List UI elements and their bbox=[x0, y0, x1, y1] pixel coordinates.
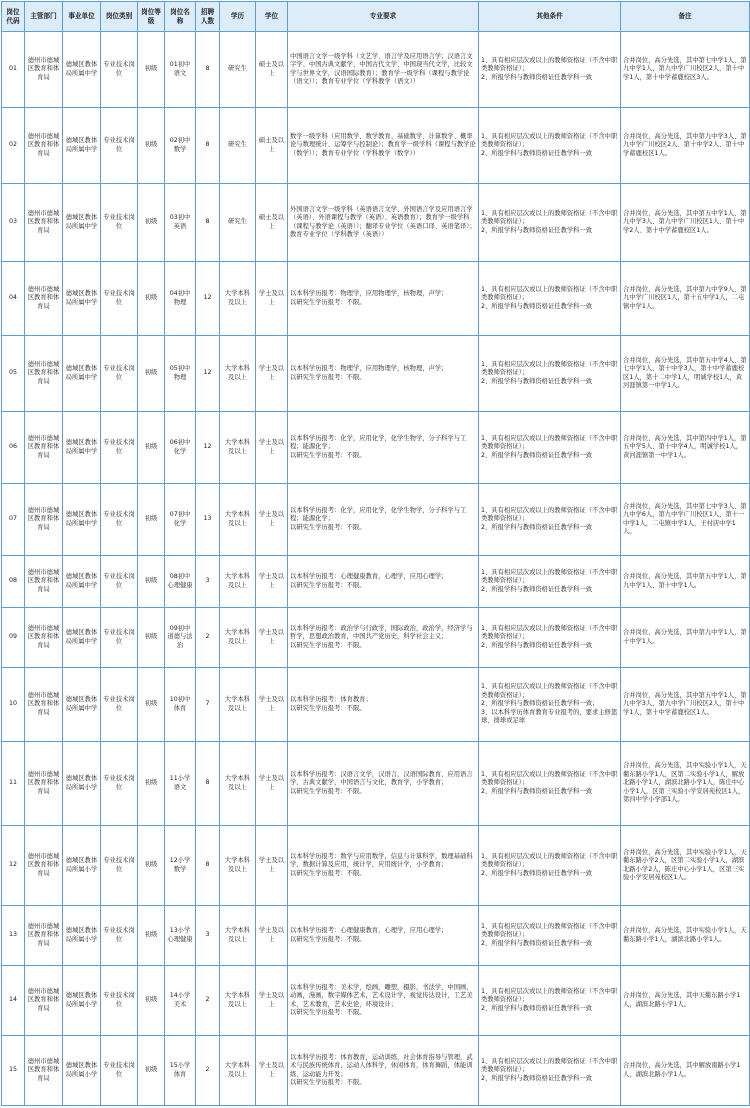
cell-post: 14小学美术 bbox=[165, 966, 196, 1036]
cell-edu: 大学本科及以上 bbox=[220, 336, 256, 412]
cell-code: 07 bbox=[2, 484, 25, 556]
cell-degree: 学士及以上 bbox=[256, 966, 288, 1036]
cell-level: 初级 bbox=[138, 906, 165, 966]
header-major: 专业要求 bbox=[288, 2, 479, 32]
table-row bbox=[2, 32, 750, 108]
cell-level: 初级 bbox=[138, 412, 165, 484]
cell-category: 专业技术岗位 bbox=[101, 336, 138, 412]
cell-other: 1、具有相应层次或以上的教师资格证（不含中职类教师资格证）； 2、所报学科与教师资格证任教学科一致 bbox=[479, 906, 621, 966]
recruitment-table bbox=[1, 1, 750, 1106]
cell-count: 2 bbox=[196, 1036, 220, 1106]
cell-note: 合并岗位，高分先选，其中第五中学1人、第九中学3人，第九中学广川校区2人，第十中学1人，第十中学蓄鹿校区1人。 bbox=[621, 668, 750, 742]
header-post: 岗位名称 bbox=[165, 2, 196, 32]
cell-category: 专业技术岗位 bbox=[101, 484, 138, 556]
cell-level: 初级 bbox=[138, 32, 165, 108]
cell-other: 1、具有相应层次或以上的教师资格证（不含中职类教师资格证）； 2、所报学科与教师资格证任教学科一致 bbox=[479, 608, 621, 668]
cell-unit: 德城区教体局所属小学 bbox=[63, 966, 101, 1036]
table-row bbox=[2, 826, 750, 906]
cell-dept: 德州市德城区教育和体育局 bbox=[25, 484, 63, 556]
cell-note: 合并岗位，高分先选，其中实验小学1人，天衢东路小学1人，湖滨北路小学1人。 bbox=[621, 906, 750, 966]
cell-degree: 硕士及以上 bbox=[256, 108, 288, 184]
cell-dept: 德州市德城区教育和体育局 bbox=[25, 262, 63, 336]
cell-count: 12 bbox=[196, 412, 220, 484]
cell-post: 15小学体育 bbox=[165, 1036, 196, 1106]
cell-note: 合并岗位，高分先选，其中实验小学1人，天衢东路小学1人，区第二实验小学1人，解放北路小学1人，湖滨北路小学1人，陈庄中心小学1人，区第三实验小学安居苑校区1人，第四中学小学部1人。 bbox=[621, 742, 750, 826]
table-row bbox=[2, 608, 750, 668]
cell-code: 02 bbox=[2, 108, 25, 184]
cell-category: 专业技术岗位 bbox=[101, 412, 138, 484]
cell-edu: 大学本科及以上 bbox=[220, 1036, 256, 1106]
cell-level: 初级 bbox=[138, 966, 165, 1036]
cell-level: 初级 bbox=[138, 1036, 165, 1106]
header-level: 岗位等级 bbox=[138, 2, 165, 32]
cell-code: 03 bbox=[2, 184, 25, 262]
cell-unit: 德城区教体局所属中学 bbox=[63, 668, 101, 742]
cell-code: 11 bbox=[2, 742, 25, 826]
header-edu: 学历 bbox=[220, 2, 256, 32]
cell-post: 01初中语文 bbox=[165, 32, 196, 108]
cell-post: 10初中体育 bbox=[165, 668, 196, 742]
cell-count: 8 bbox=[196, 826, 220, 906]
cell-degree: 学士及以上 bbox=[256, 484, 288, 556]
cell-dept: 德州市德城区教育和体育局 bbox=[25, 826, 63, 906]
cell-post: 07初中化学 bbox=[165, 484, 196, 556]
cell-count: 8 bbox=[196, 742, 220, 826]
cell-code: 05 bbox=[2, 336, 25, 412]
cell-dept: 德州市德城区教育和体育局 bbox=[25, 742, 63, 826]
cell-degree: 硕士及以上 bbox=[256, 32, 288, 108]
cell-dept: 德州市德城区教育和体育局 bbox=[25, 1036, 63, 1106]
table-row bbox=[2, 336, 750, 412]
header-row bbox=[2, 2, 750, 32]
table-row bbox=[2, 262, 750, 336]
cell-code: 06 bbox=[2, 412, 25, 484]
header-code: 岗位代码 bbox=[2, 2, 25, 32]
cell-other: 1、具有相应层次或以上的教师资格证（不含中职类教师资格证）； 2、所报学科与教师资格证任教学科一致 bbox=[479, 1036, 621, 1106]
cell-level: 初级 bbox=[138, 262, 165, 336]
cell-count: 13 bbox=[196, 484, 220, 556]
header-count: 招聘人数 bbox=[196, 2, 220, 32]
cell-unit: 德城区教体局所属中学 bbox=[63, 184, 101, 262]
cell-code: 14 bbox=[2, 966, 25, 1036]
table-row bbox=[2, 412, 750, 484]
cell-code: 04 bbox=[2, 262, 25, 336]
cell-post: 13小学心理健康 bbox=[165, 906, 196, 966]
cell-note: 合并岗位，高分先选，其中实验小学1人，天衢东路小学2人，区第二实验小学1人，湖滨北路小学2人，陈庄中心小学1人，区第三实验小学安居苑校区1人。 bbox=[621, 826, 750, 906]
cell-dept: 德州市德城区教育和体育局 bbox=[25, 906, 63, 966]
cell-major: 以本科学历报考：体育教育，运动训练，社会体育指导与管理，武术与民族传统体育，运动人体科学，休闲体育，体育舞蹈，体能训练，运动能力开发； 以研究生学历报考：不限。 bbox=[288, 1036, 479, 1106]
cell-degree: 学士及以上 bbox=[256, 608, 288, 668]
cell-note: 合并岗位，高分先选，其中第四中学1人，第五中学5人、第十中学4人，明诚学校1人，黄河涯镇第一中学1人。 bbox=[621, 412, 750, 484]
table-row bbox=[2, 668, 750, 742]
cell-degree: 学士及以上 bbox=[256, 1036, 288, 1106]
cell-category: 专业技术岗位 bbox=[101, 742, 138, 826]
header-degree: 学位 bbox=[256, 2, 288, 32]
cell-count: 12 bbox=[196, 262, 220, 336]
cell-code: 01 bbox=[2, 32, 25, 108]
header-note: 备注 bbox=[621, 2, 750, 32]
cell-post: 06初中化学 bbox=[165, 412, 196, 484]
cell-other: 1、具有相应层次或以上的教师资格证（不含中职类教师资格证）； 2、所报学科与教师资格证任教学科一致； 3、以本科学历体育教育专业报考的，要求主修篮球、排球或足球 bbox=[479, 668, 621, 742]
cell-other: 1、具有相应层次或以上的教师资格证（不含中职类教师资格证）； 2、所报学科与教师资格证任教学科一致 bbox=[479, 108, 621, 184]
cell-note: 合并岗位，高分先选，其中第九中学9人、第九中学广川校区1人，第十五中学1人，二屯镇中学1人。 bbox=[621, 262, 750, 336]
cell-edu: 大学本科及以上 bbox=[220, 412, 256, 484]
cell-major: 以本科学历报考：政治学与行政学，国际政治，政治学，经济学与哲学，思想政治教育，中国共产党历史，科学社会主义； 以研究生学历报考：不限。 bbox=[288, 608, 479, 668]
cell-other: 1、具有相应层次或以上的教师资格证（不含中职类教师资格证）； 2、所报学科与教师资格证任教学科一致 bbox=[479, 826, 621, 906]
cell-major: 以本科学历报考：化学，应用化学，化学生物学，分子科学与工程；能源化学； 以研究生学历报考：不限。 bbox=[288, 484, 479, 556]
cell-unit: 德城区教体局所属中学 bbox=[63, 336, 101, 412]
cell-note: 合并岗位，高分先选，其中第七中学1人、第九中学1人，第九中学广川校区2人，第十中学1人，第十中学蓄鹿校区3人。 bbox=[621, 32, 750, 108]
cell-count: 2 bbox=[196, 608, 220, 668]
cell-major: 以本科学历报考：物理学，应用物理学，核物理，声学； 以研究生学历报考：不限。 bbox=[288, 336, 479, 412]
cell-level: 初级 bbox=[138, 108, 165, 184]
cell-unit: 德城区教体局所属小学 bbox=[63, 742, 101, 826]
cell-edu: 研究生 bbox=[220, 108, 256, 184]
cell-edu: 研究生 bbox=[220, 32, 256, 108]
cell-dept: 德州市德城区教育和体育局 bbox=[25, 608, 63, 668]
cell-note: 合并岗位，高分先选，其中第九中学1人，第十中学1人。 bbox=[621, 608, 750, 668]
cell-level: 初级 bbox=[138, 668, 165, 742]
cell-note: 合并岗位，高分先选，其中第五中学1人，第九中学1人，第十中学1人。 bbox=[621, 556, 750, 608]
cell-note: 合并岗位，高分先选，其中第九中学3人、第九中学广川校区2人、第十中学2人、第十中学蓄鹿校区1人。 bbox=[621, 108, 750, 184]
cell-degree: 学士及以上 bbox=[256, 826, 288, 906]
cell-other: 1、具有相应层次或以上的教师资格证（不含中职类教师资格证）； 2、所报学科与教师资格证任教学科一致 bbox=[479, 742, 621, 826]
cell-other: 1、具有相应层次或以上的教师资格证（不含中职类教师资格证）； 2、所报学科与教师资格证任教学科一致 bbox=[479, 32, 621, 108]
cell-unit: 德城区教体局所属中学 bbox=[63, 556, 101, 608]
cell-edu: 大学本科及以上 bbox=[220, 608, 256, 668]
cell-major: 以本科学历报考：物理学，应用物理学，核物理，声学； 以研究生学历报考：不限。 bbox=[288, 262, 479, 336]
cell-degree: 学士及以上 bbox=[256, 336, 288, 412]
cell-other: 1、具有相应层次或以上的教师资格证（不含中职类教师资格证）； 2、所报学科与教师资格证任教学科一致 bbox=[479, 484, 621, 556]
cell-unit: 德城区教体局所属中学 bbox=[63, 484, 101, 556]
header-dept: 主管部门 bbox=[25, 2, 63, 32]
cell-note: 合并岗位，高分先选，其中第五中学1人、第九中学3人、第九中学广川校区1人、第十中学2人、第十中学蓄鹿校区1人。 bbox=[621, 184, 750, 262]
cell-count: 2 bbox=[196, 966, 220, 1036]
cell-unit: 德城区教体局所属中学 bbox=[63, 262, 101, 336]
cell-post: 12小学数学 bbox=[165, 826, 196, 906]
table-row bbox=[2, 484, 750, 556]
cell-count: 3 bbox=[196, 556, 220, 608]
cell-other: 1、具有相应层次或以上的教师资格证（不含中职类教师资格证）； 2、所报学科与教师资格证任教学科一致 bbox=[479, 184, 621, 262]
cell-count: 8 bbox=[196, 184, 220, 262]
cell-dept: 德州市德城区教育和体育局 bbox=[25, 966, 63, 1036]
cell-unit: 德城区教体局所属小学 bbox=[63, 1036, 101, 1106]
cell-level: 初级 bbox=[138, 484, 165, 556]
cell-major: 以本科学历报考：汉语言文学，汉语言，汉语国际教育，应用语言学，古典文献学，中国语言与文化，教育学，小学教育； 以研究生学历报考：不限。 bbox=[288, 742, 479, 826]
cell-category: 专业技术岗位 bbox=[101, 556, 138, 608]
cell-unit: 德城区教体局所属中学 bbox=[63, 32, 101, 108]
cell-post: 09初中道德与法治 bbox=[165, 608, 196, 668]
header-category: 岗位类别 bbox=[101, 2, 138, 32]
cell-code: 12 bbox=[2, 826, 25, 906]
cell-other: 1、具有相应层次或以上的教师资格证（不含中职类教师资格证）； 2、所报学科与教师资格证任教学科一致 bbox=[479, 336, 621, 412]
cell-post: 11小学语文 bbox=[165, 742, 196, 826]
cell-level: 初级 bbox=[138, 184, 165, 262]
cell-unit: 德城区教体局所属中学 bbox=[63, 412, 101, 484]
cell-level: 初级 bbox=[138, 742, 165, 826]
cell-dept: 德州市德城区教育和体育局 bbox=[25, 336, 63, 412]
cell-dept: 德州市德城区教育和体育局 bbox=[25, 556, 63, 608]
cell-unit: 德城区教体局所属中学 bbox=[63, 608, 101, 668]
cell-count: 8 bbox=[196, 108, 220, 184]
cell-other: 1、具有相应层次或以上的教师资格证（不含中职类教师资格证）； 2、所报学科与教师资格证任教学科一致 bbox=[479, 412, 621, 484]
table-row bbox=[2, 906, 750, 966]
cell-edu: 大学本科及以上 bbox=[220, 484, 256, 556]
cell-code: 08 bbox=[2, 556, 25, 608]
cell-dept: 德州市德城区教育和体育局 bbox=[25, 412, 63, 484]
cell-major: 以本科学历报考：化学，应用化学，化学生物学，分子科学与工程；能源化学； 以研究生学历报考：不限。 bbox=[288, 412, 479, 484]
cell-edu: 大学本科及以上 bbox=[220, 906, 256, 966]
cell-degree: 学士及以上 bbox=[256, 556, 288, 608]
cell-post: 08初中心理健康 bbox=[165, 556, 196, 608]
cell-category: 专业技术岗位 bbox=[101, 966, 138, 1036]
cell-category: 专业技术岗位 bbox=[101, 608, 138, 668]
cell-count: 12 bbox=[196, 336, 220, 412]
table-row bbox=[2, 1036, 750, 1106]
cell-dept: 德州市德城区教育和体育局 bbox=[25, 668, 63, 742]
cell-edu: 研究生 bbox=[220, 184, 256, 262]
cell-other: 1、具有相应层次或以上的教师资格证（不含中职类教师资格证）； 2、所报学科与教师资格证任教学科一致 bbox=[479, 966, 621, 1036]
cell-unit: 德城区教体局所属中学 bbox=[63, 108, 101, 184]
cell-post: 05初中物理 bbox=[165, 336, 196, 412]
cell-category: 专业技术岗位 bbox=[101, 668, 138, 742]
cell-level: 初级 bbox=[138, 336, 165, 412]
cell-category: 专业技术岗位 bbox=[101, 108, 138, 184]
cell-major: 数学一级学科（应用数学、数学教育、基础数学、计算数学、概率论与数理统计、运筹学与控制论）；教育学一级学科（课程与教学论（数学））；教育专业学位（学科教学（数学）） bbox=[288, 108, 479, 184]
cell-unit: 德城区教体局所属小学 bbox=[63, 906, 101, 966]
table-row bbox=[2, 742, 750, 826]
cell-major: 以本科学历报考：美术学，绘画，雕塑，摄影，书法学，中国画，动画，漫画，数字媒体艺术，艺术设计学，视觉传达设计，工艺美术，艺术教育，艺术史论，环境设计； 以研究生学历报考：不限。 bbox=[288, 966, 479, 1036]
header-other: 其他条件 bbox=[479, 2, 621, 32]
cell-category: 专业技术岗位 bbox=[101, 826, 138, 906]
cell-degree: 学士及以上 bbox=[256, 262, 288, 336]
table-body bbox=[2, 32, 750, 1106]
cell-code: 09 bbox=[2, 608, 25, 668]
cell-degree: 学士及以上 bbox=[256, 412, 288, 484]
cell-unit: 德城区教体局所属小学 bbox=[63, 826, 101, 906]
cell-major: 以本科学历报考：数学与应用数学，信息与计算科学，数理基础科学，数据计算及应用，统计学，应用统计学，小学教育； 以研究生学历报考：不限。 bbox=[288, 826, 479, 906]
cell-level: 初级 bbox=[138, 608, 165, 668]
cell-post: 04初中物理 bbox=[165, 262, 196, 336]
cell-code: 15 bbox=[2, 1036, 25, 1106]
cell-code: 13 bbox=[2, 906, 25, 966]
cell-edu: 大学本科及以上 bbox=[220, 668, 256, 742]
cell-category: 专业技术岗位 bbox=[101, 262, 138, 336]
cell-count: 7 bbox=[196, 668, 220, 742]
cell-degree: 硕士及以上 bbox=[256, 184, 288, 262]
cell-note: 合并岗位，高分先选，其中天衢东路小学1人，湖滨北路小学1人。 bbox=[621, 966, 750, 1036]
cell-major: 以本科学历报考：心理健康教育，心理学，应用心理学； 以研究生学历报考：不限。 bbox=[288, 556, 479, 608]
cell-edu: 大学本科及以上 bbox=[220, 262, 256, 336]
cell-level: 初级 bbox=[138, 826, 165, 906]
cell-count: 3 bbox=[196, 906, 220, 966]
header-unit: 事业单位 bbox=[63, 2, 101, 32]
cell-edu: 大学本科及以上 bbox=[220, 826, 256, 906]
cell-edu: 大学本科及以上 bbox=[220, 966, 256, 1036]
table-row bbox=[2, 556, 750, 608]
table-row bbox=[2, 966, 750, 1036]
cell-major: 中国语言文学一级学科（文艺学、语言学及应用语言学；汉语言文字学、中国古典文献学、中国古代文学、中国现当代文学，比较文学与世界文学，汉语国际教育）；教育学一级学科（课程与教学论（语文））；教育专业学位（学科教学（语文）） bbox=[288, 32, 479, 108]
cell-degree: 学士及以上 bbox=[256, 668, 288, 742]
table-row bbox=[2, 108, 750, 184]
cell-category: 专业技术岗位 bbox=[101, 906, 138, 966]
cell-major: 外国语言文学一级学科（英语语言文学、外国语言学及应用语言学（英语）、外语课程与教学（英语）、英语教育）；教育学一级学科（课程与教学论（英语））；翻译专业学位（英语口译、英语笔译）；教育专业学位（学科教学（英语）） bbox=[288, 184, 479, 262]
cell-dept: 德州市德城区教育和体育局 bbox=[25, 108, 63, 184]
cell-note: 合并岗位，高分先选，其中第七中学3人、第九中学6人，第九中学广川校区1人，第十一中学1人，二屯镇中学1人，王村店中学1人。 bbox=[621, 484, 750, 556]
cell-dept: 德州市德城区教育和体育局 bbox=[25, 32, 63, 108]
cell-level: 初级 bbox=[138, 556, 165, 608]
cell-other: 1、具有相应层次或以上的教师资格证（不含中职类教师资格证）； 2、所报学科与教师资格证任教学科一致 bbox=[479, 262, 621, 336]
table-row bbox=[2, 184, 750, 262]
cell-note: 合并岗位，高分先选，其中第五中学4人、第七中学1人、第十中学3人，第十中学蓄鹿校区1人，第十二中学1人，明诚学校1人，黄河涯镇第一中学1人。 bbox=[621, 336, 750, 412]
cell-post: 02初中数学 bbox=[165, 108, 196, 184]
cell-dept: 德州市德城区教育和体育局 bbox=[25, 184, 63, 262]
cell-major: 以本科学历报考：体育教育； 以研究生学历报考：不限。 bbox=[288, 668, 479, 742]
cell-post: 03初中英语 bbox=[165, 184, 196, 262]
cell-other: 1、具有相应层次或以上的教师资格证（不含中职类教师资格证）； 2、所报学科与教师资格证任教学科一致 bbox=[479, 556, 621, 608]
cell-edu: 大学本科及以上 bbox=[220, 742, 256, 826]
cell-count: 8 bbox=[196, 32, 220, 108]
cell-degree: 学士及以上 bbox=[256, 742, 288, 826]
cell-category: 专业技术岗位 bbox=[101, 184, 138, 262]
cell-code: 10 bbox=[2, 668, 25, 742]
cell-edu: 大学本科及以上 bbox=[220, 556, 256, 608]
cell-major: 以本科学历报考：心理健康教育，心理学，应用心理学； 以研究生学历报考：不限。 bbox=[288, 906, 479, 966]
cell-note: 合并岗位，高分先选，其中解放南路小学1人，湖滨北路小学1人。 bbox=[621, 1036, 750, 1106]
cell-degree: 学士及以上 bbox=[256, 906, 288, 966]
cell-category: 专业技术岗位 bbox=[101, 1036, 138, 1106]
cell-category: 专业技术岗位 bbox=[101, 32, 138, 108]
